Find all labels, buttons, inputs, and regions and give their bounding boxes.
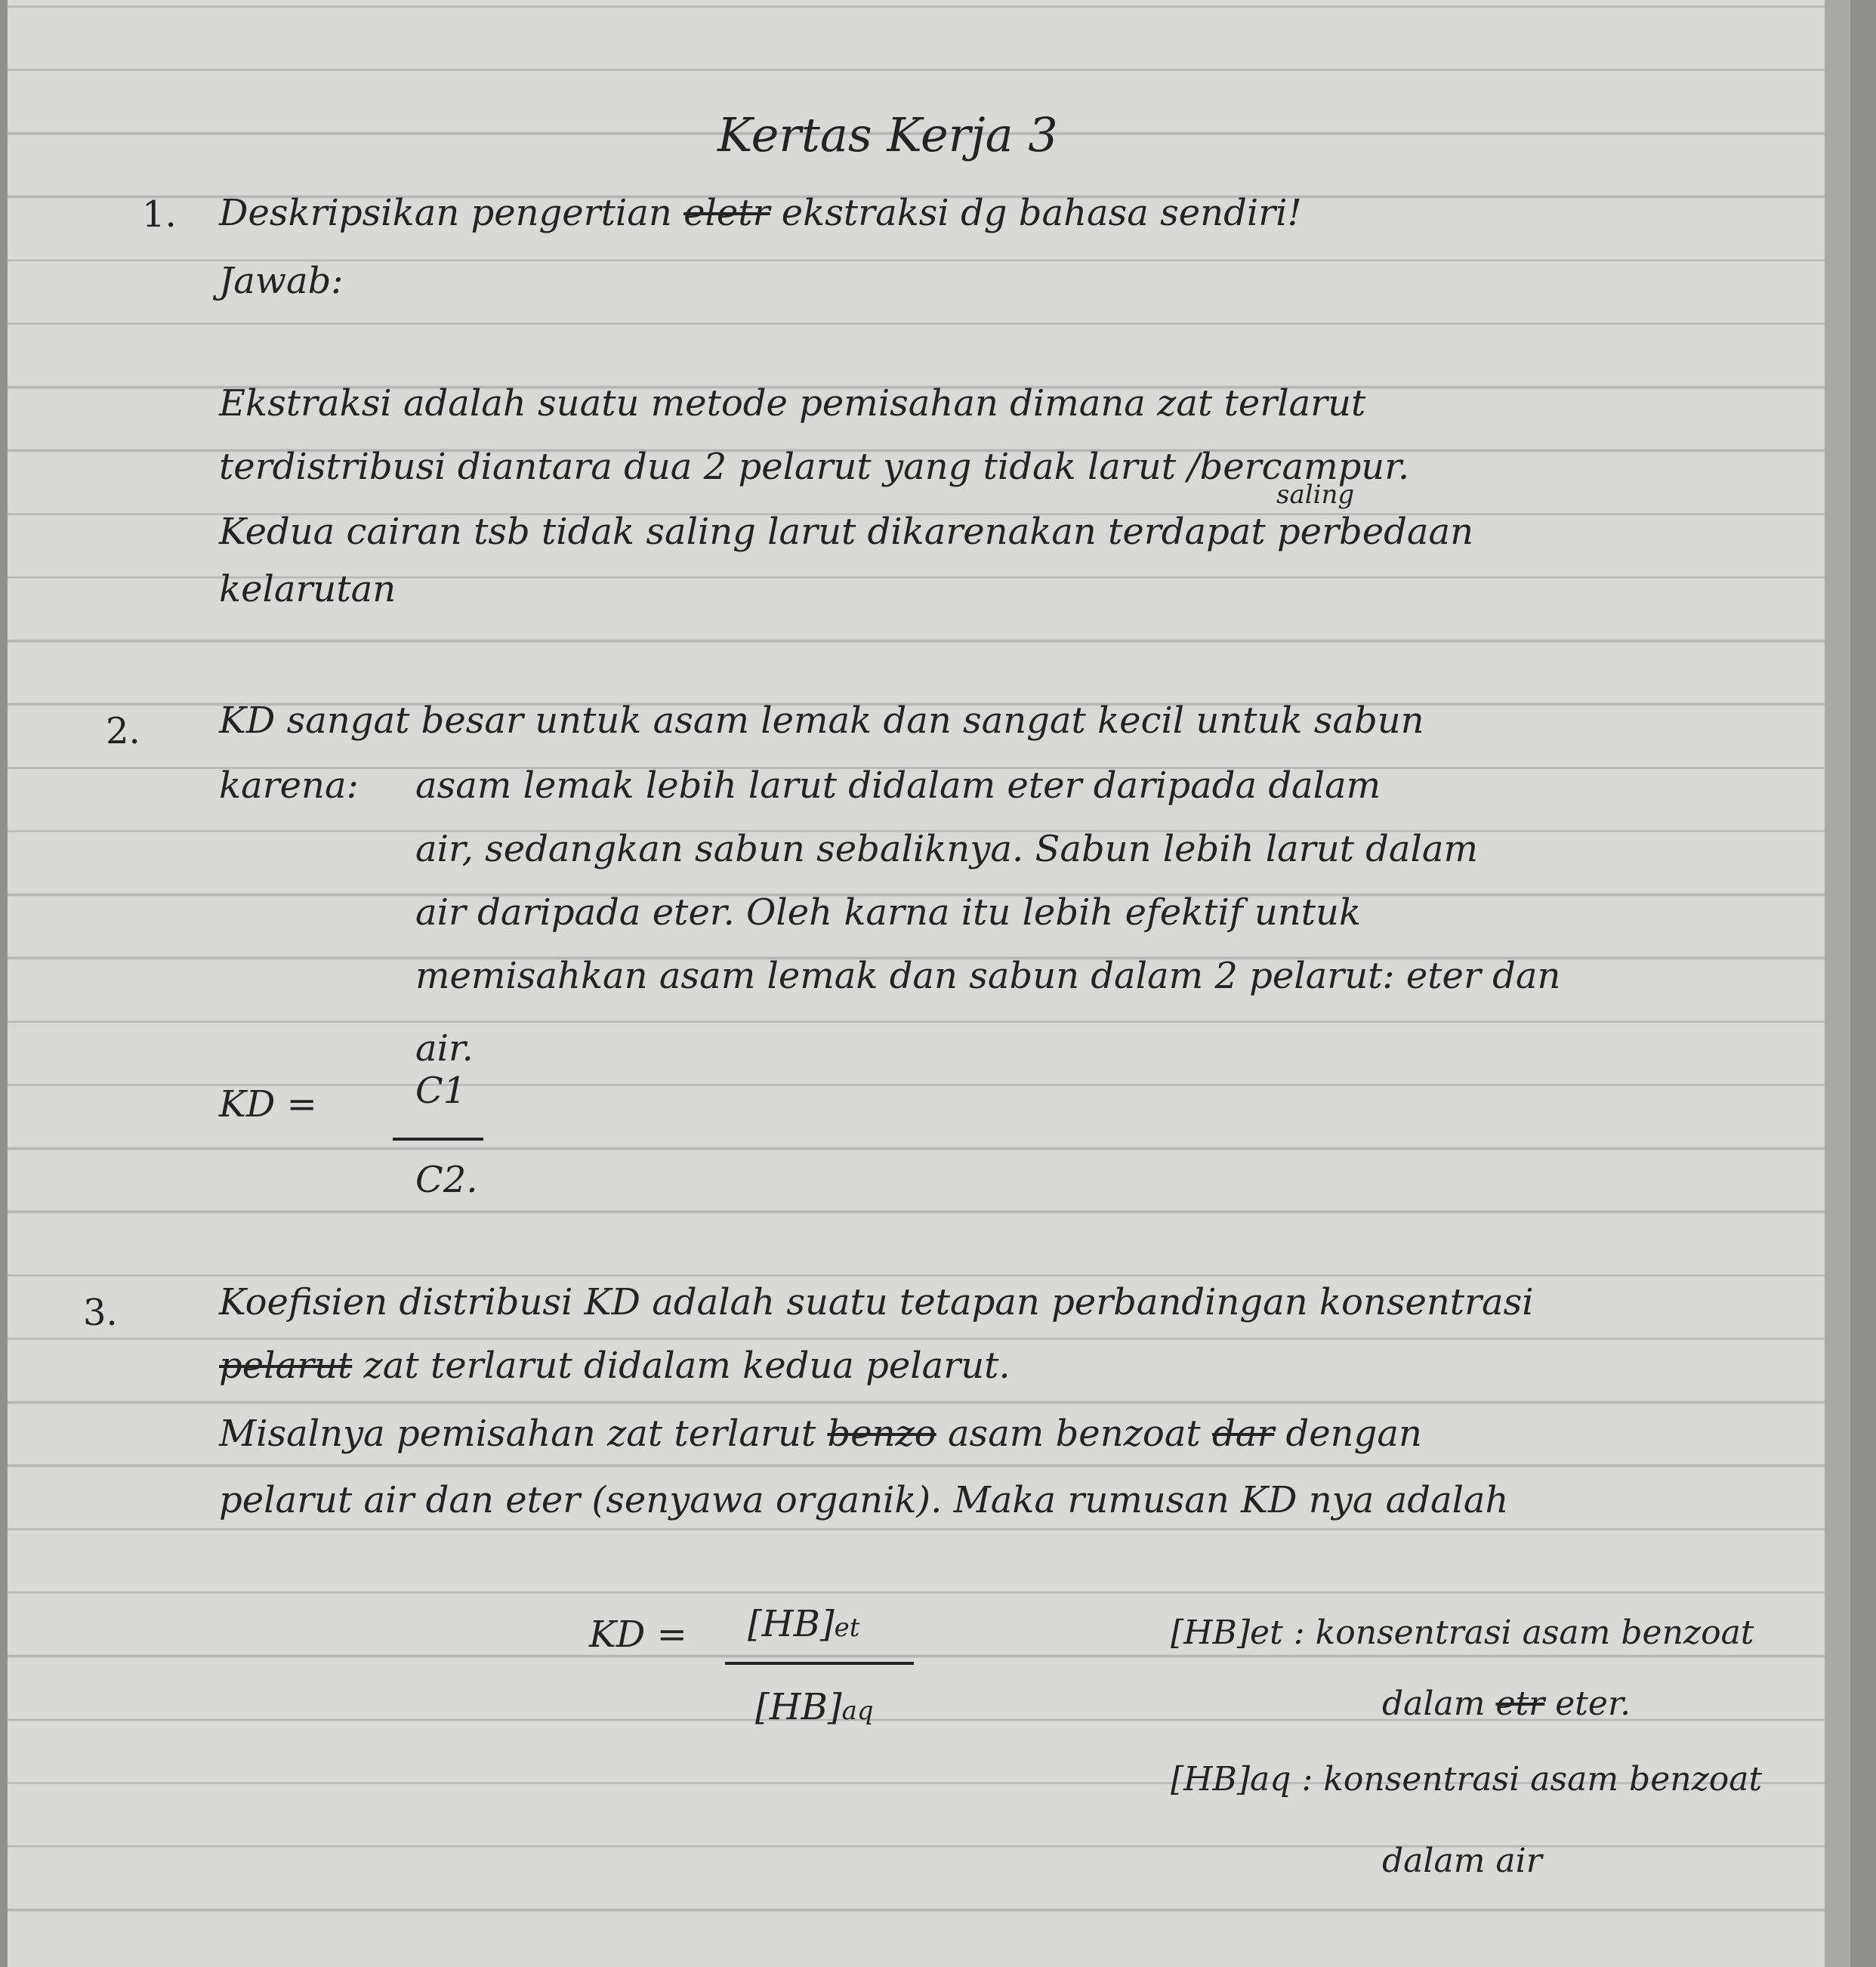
answer-3-line-2-strike: pelarut bbox=[219, 1345, 353, 1387]
kd-hb-denominator-sub: aq bbox=[841, 1696, 874, 1726]
answer-1-line-2: terdistribusi diantara dua 2 pelarut yang tidak larut /bercampur. bbox=[219, 446, 1410, 488]
legend-2-desc2-pre: dalam air bbox=[1382, 1842, 1542, 1880]
answer-1-line-3: Kedua cairan tsb tidak saling larut dikarenakan terdapat perbedaan bbox=[219, 511, 1474, 553]
answer-3-line-3-strike-1: benzo bbox=[827, 1413, 936, 1455]
answer-3-line-4: pelarut air dan eter (senyawa organik). Maka rumusan KD nya adalah bbox=[219, 1479, 1509, 1521]
page-title: Kertas Kerja 3 bbox=[717, 107, 1058, 162]
kd-hb-numerator-term: [HB] bbox=[748, 1603, 835, 1645]
answer-2-line-4: air daripada eter. Oleh karna itu lebih efektif untuk bbox=[415, 891, 1362, 934]
answer-3-line-3 bbox=[219, 1413, 1422, 1455]
question-3-number: 3. bbox=[83, 1292, 118, 1334]
answer-3-line-3-pre: Misalnya pemisahan zat terlarut bbox=[219, 1413, 816, 1455]
legend-1-term: [HB]et bbox=[1171, 1613, 1283, 1652]
legend-1-desc: : konsentrasi asam benzoat bbox=[1293, 1613, 1754, 1652]
legend-1-desc2-strike: etr bbox=[1495, 1684, 1545, 1723]
answer-3-line-2 bbox=[219, 1345, 1011, 1387]
question-1-number: 1. bbox=[142, 193, 177, 236]
answer-3-line-2-text: zat terlarut didalam kedua pelarut. bbox=[363, 1345, 1011, 1387]
legend-2 bbox=[1171, 1760, 1763, 1799]
kd-formula-denominator: C2. bbox=[415, 1159, 478, 1201]
answer-2-line-1: KD sangat besar untuk asam lemak dan sangat kecil untuk sabun bbox=[219, 699, 1424, 742]
kd-hb-formula-lhs: KD = bbox=[589, 1613, 687, 1656]
question-1-pre: Deskripsikan pengertian bbox=[219, 192, 672, 234]
answer-2-line-6: air. bbox=[415, 1027, 474, 1070]
answer-1-line-4: kelarutan bbox=[219, 568, 396, 610]
answer-2-line-2: asam lemak lebih larut didalam eter daripada dalam bbox=[415, 764, 1381, 807]
question-1-text bbox=[219, 192, 1302, 234]
answer-3-line-3-strike-2: dar bbox=[1211, 1413, 1275, 1455]
kd-hb-denominator-term: [HB] bbox=[755, 1686, 842, 1728]
legend-2-term: [HB]aq bbox=[1171, 1760, 1291, 1799]
answer-1-insert-note: saling bbox=[1276, 480, 1355, 510]
legend-2-line-2 bbox=[1382, 1842, 1542, 1880]
legend-1-desc2-post: eter. bbox=[1555, 1684, 1631, 1723]
legend-1 bbox=[1171, 1613, 1754, 1652]
legend-1-line-2 bbox=[1382, 1684, 1631, 1723]
karena-label: karena: bbox=[219, 764, 359, 807]
legend-1-desc2-pre: dalam bbox=[1382, 1684, 1486, 1723]
answer-3-line-3-mid: asam benzoat bbox=[947, 1413, 1201, 1455]
question-1-strike: eletr bbox=[683, 192, 770, 234]
kd-hb-numerator bbox=[748, 1603, 860, 1645]
answer-2-line-5: memisahkan asam lemak dan sabun dalam 2 pelarut: eter dan bbox=[415, 955, 1561, 997]
page-edge bbox=[1825, 0, 1850, 1967]
answer-1-line-1: Ekstraksi adalah suatu metode pemisahan dimana zat terlarut bbox=[219, 382, 1366, 425]
answer-3-line-3-post: dengan bbox=[1285, 1413, 1422, 1455]
kd-fraction-line bbox=[393, 1138, 483, 1141]
kd-formula-numerator: C1 bbox=[415, 1070, 467, 1112]
notebook-page bbox=[8, 0, 1850, 1967]
answer-2-line-3: air, sedangkan sabun sebaliknya. Sabun lebih larut dalam bbox=[415, 828, 1478, 870]
kd-formula-lhs: KD = bbox=[219, 1083, 317, 1126]
kd-hb-fraction-line bbox=[725, 1662, 914, 1665]
answer-3-line-1: Koefisien distribusi KD adalah suatu tetapan perbandingan konsentrasi bbox=[219, 1281, 1534, 1323]
kd-hb-numerator-sub: et bbox=[834, 1613, 860, 1643]
question-1-post: ekstraksi dg bahasa sendiri! bbox=[781, 192, 1302, 234]
kd-hb-denominator bbox=[755, 1686, 874, 1728]
legend-2-desc: : konsentrasi asam benzoat bbox=[1301, 1760, 1763, 1799]
question-2-number: 2. bbox=[106, 710, 140, 752]
answer-label: Jawab: bbox=[219, 260, 344, 302]
